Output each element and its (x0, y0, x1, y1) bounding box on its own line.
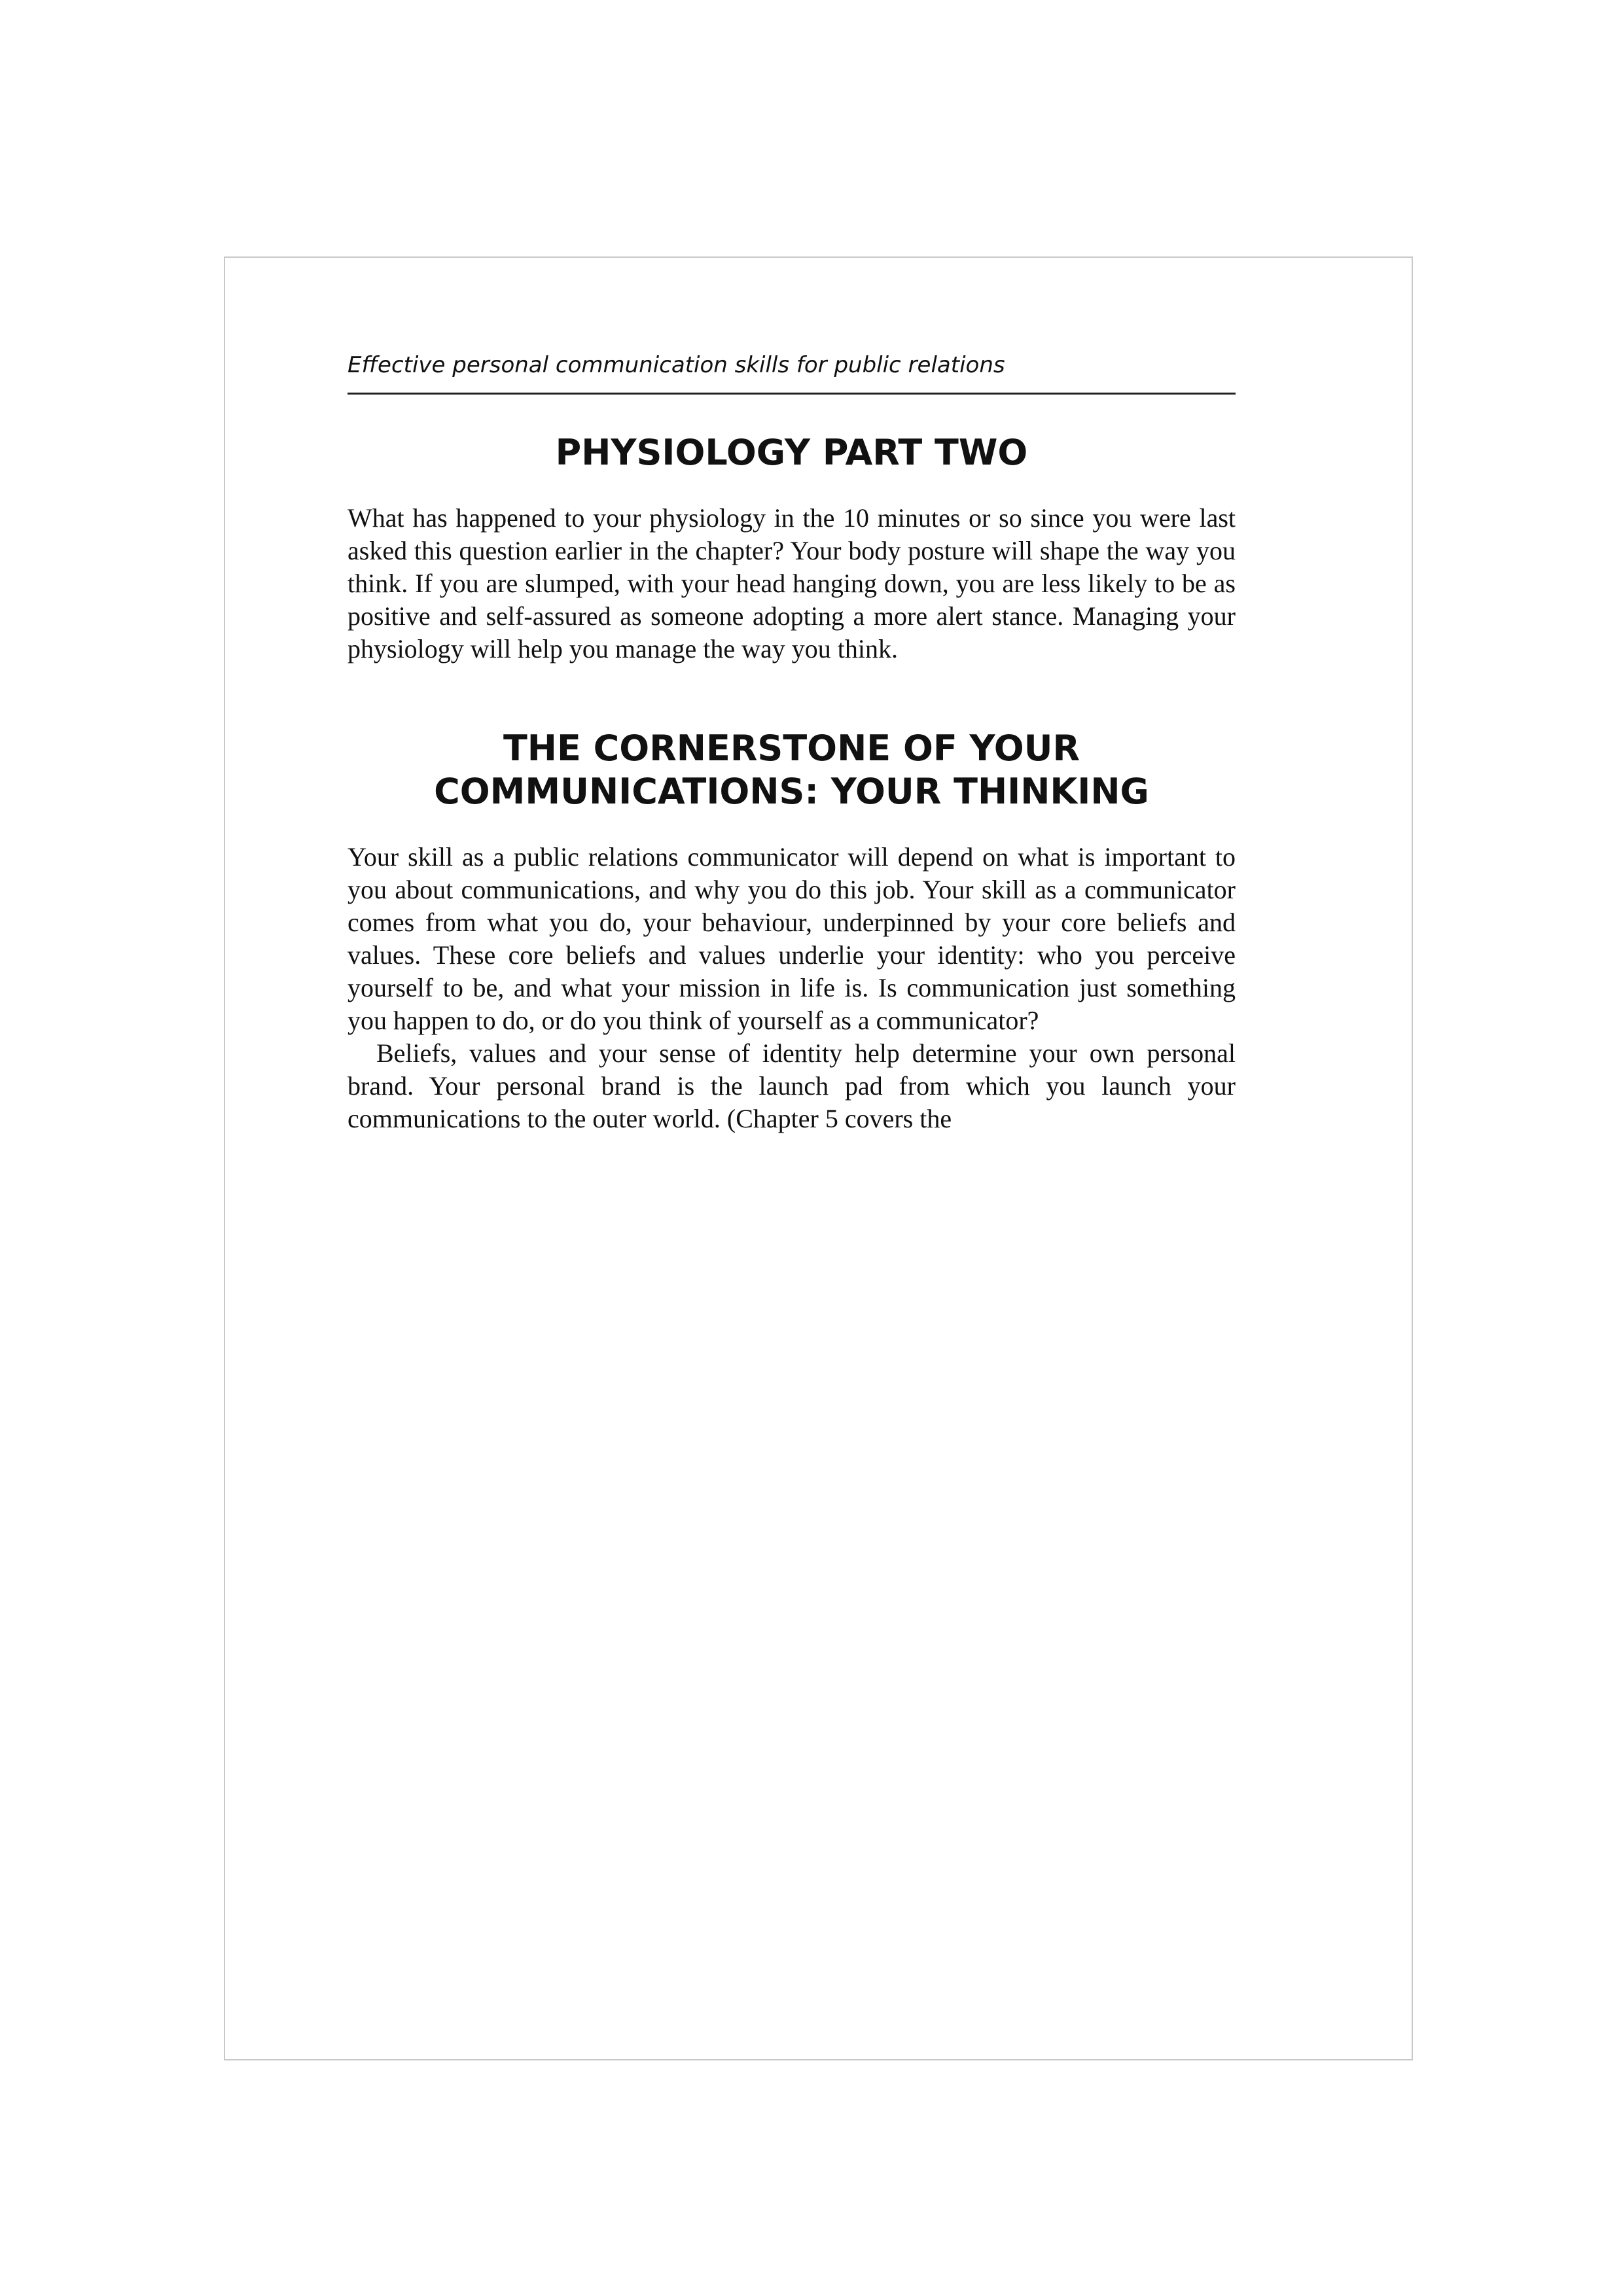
running-header: Effective personal communication skills for public relations (348, 351, 1236, 395)
paragraph-cornerstone-2: Beliefs, values and your sense of identity help determine your own personal brand. Your personal brand is the launch pad from which you launch your communications to the outer world. (Chapter 5 covers the (348, 1038, 1236, 1133)
section-title-line: THE CORNERSTONE OF YOUR (503, 728, 1080, 769)
paragraph-physiology: What has happened to your physiology in the 10 minutes or so since you were last asked this question earlier in the chapter? Your body posture will shape the way you think. If you are slumped, with your head hanging down, you are less likely to be as positive and self-assured as someone adopting a more alert stance. Managing your physiology will help you manage the way you think. (348, 503, 1236, 663)
section-title-physiology: PHYSIOLOGY PART TWO (555, 432, 1028, 473)
section-title-line: COMMUNICATIONS: YOUR THINKING (434, 771, 1149, 812)
section-title-cornerstone (348, 727, 1236, 813)
truncated-paragraph-container (348, 1037, 1236, 1150)
page-content (348, 351, 1236, 1150)
paragraph-cornerstone-1: Your skill as a public relations communicator will depend on what is important to you about communications, and why you do this job. Your skill as a communicator comes from what you do, your behaviour, underpinned by your core beliefs and values. These core beliefs and values underlie your identity: who you perceive yourself to be, and what your mission in life is. Is communication just something you happen to do, or do you think of yourself as a communicator? (348, 842, 1236, 1035)
